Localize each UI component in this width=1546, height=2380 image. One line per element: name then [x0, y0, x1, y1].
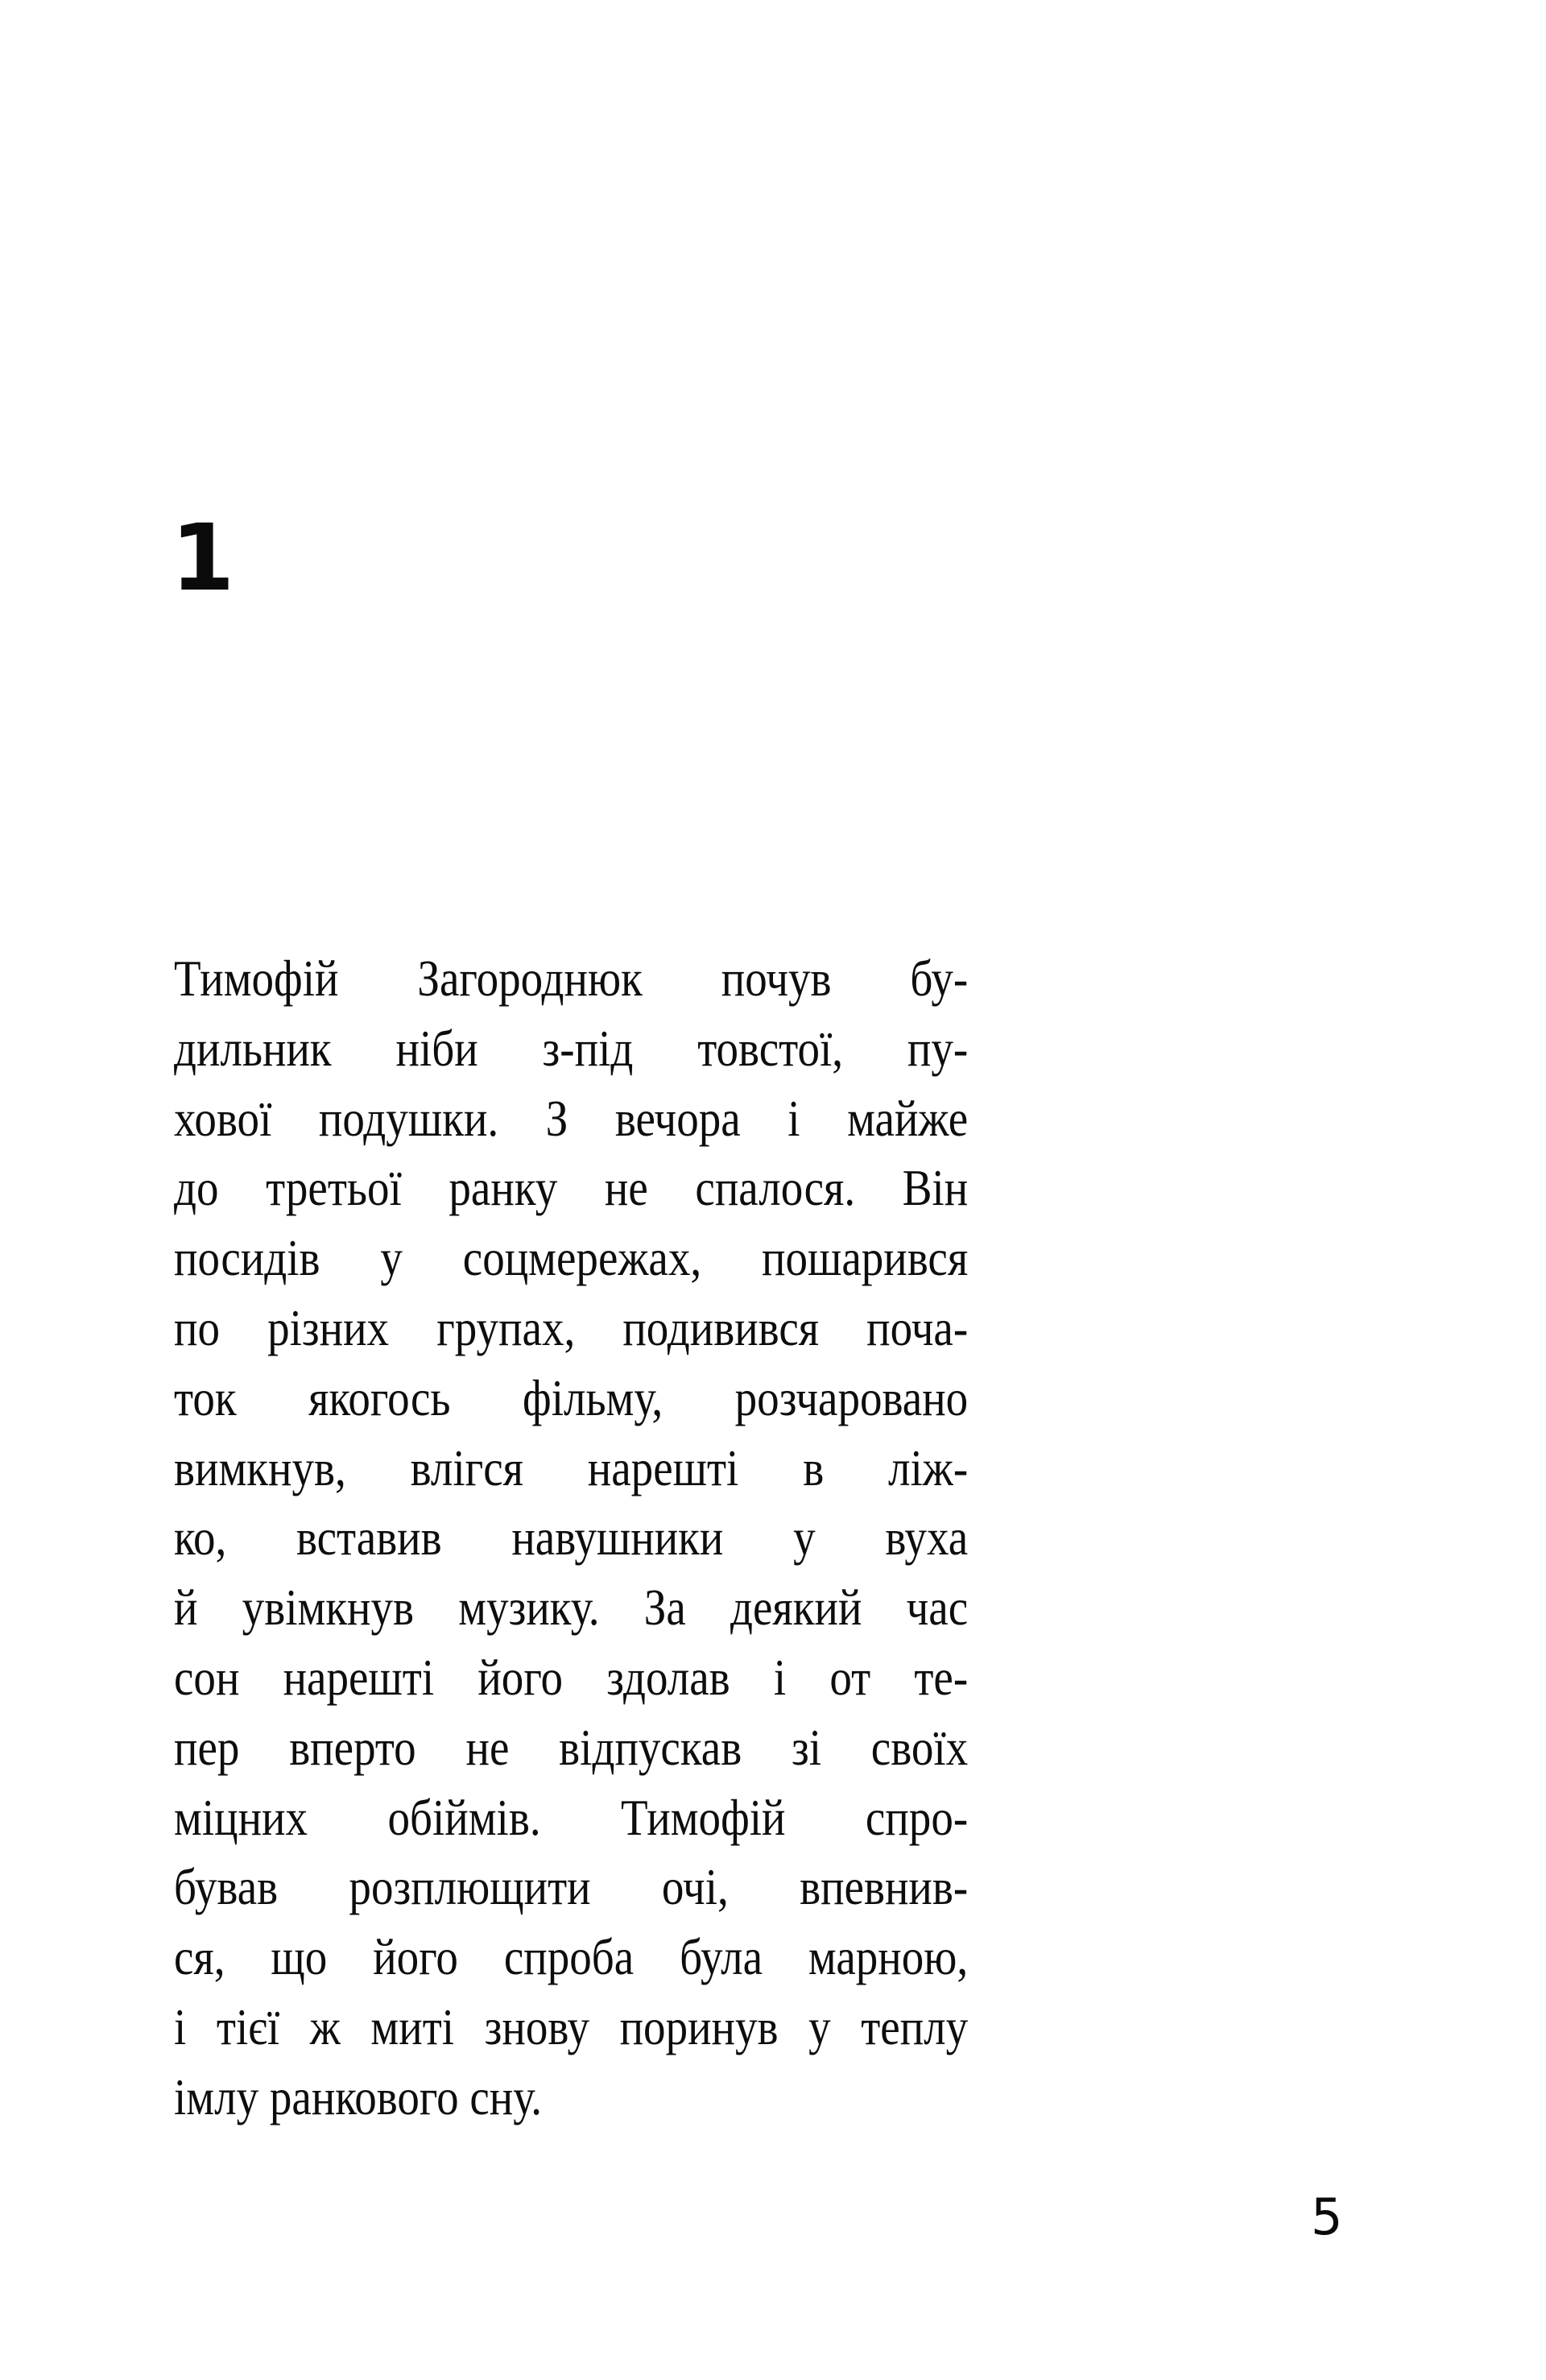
text-line: ся, що його спроба була марною,	[174, 1928, 969, 1986]
text-line: бував розплющити очі, впевнив-	[174, 1858, 969, 1916]
text-line: вимкнув, влігся нарешті в ліж-	[174, 1438, 969, 1496]
text-line: дильник ніби з-під товстої, пу-	[174, 1019, 969, 1077]
text-line: по різних групах, подивився поча-	[174, 1298, 969, 1356]
text-line: пер вперто не відпускав зі своїх	[174, 1718, 969, 1776]
text-line: сон нарешті його здолав і от те-	[174, 1648, 969, 1706]
text-line: Тимофій Загороднюк почув бу-	[174, 950, 969, 1007]
text-line: й увімкнув музику. За деякий час	[174, 1579, 969, 1637]
text-line: ко, вставив навушники у вуха	[174, 1509, 969, 1567]
text-line: міцних обіймів. Тимофій спро-	[174, 1788, 969, 1846]
text-line: і тієї ж миті знову поринув у теплу	[174, 1997, 969, 2055]
chapter-body-paragraph	[174, 944, 968, 2133]
text-line: хової подушки. З вечора і майже	[174, 1089, 969, 1147]
text-line: ток якогось фільму, розчаровано	[174, 1368, 969, 1426]
text-line: посидів у соцмережах, пошарився	[174, 1229, 969, 1287]
chapter-number: 1	[171, 504, 235, 611]
page-number: 5	[1311, 2188, 1343, 2246]
text-line: імлу ранкового сну.	[174, 2067, 543, 2125]
text-line: до третьої ранку не спалося. Він	[174, 1159, 969, 1217]
